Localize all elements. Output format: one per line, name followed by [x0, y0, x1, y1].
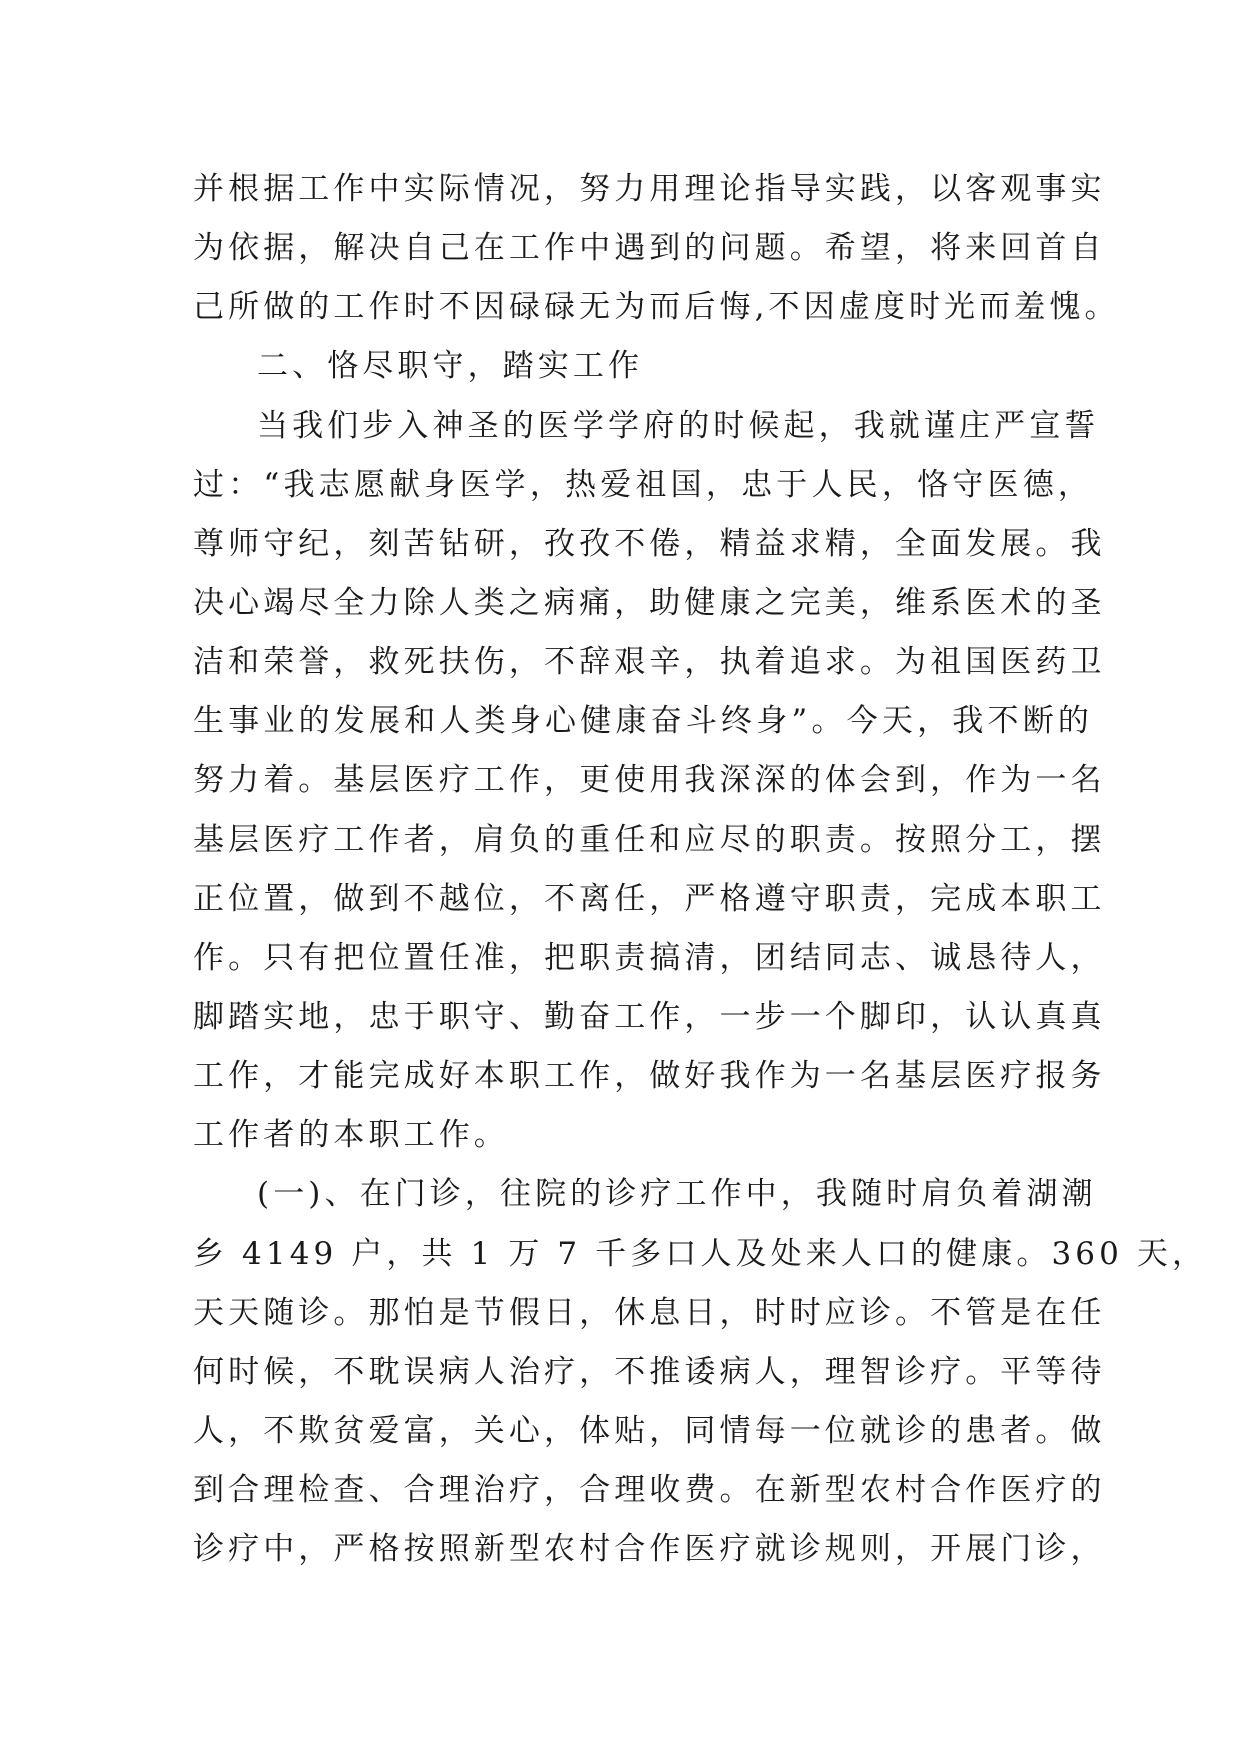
text-line: 努力着。基层医疗工作，更使用我深深的体会到，作为一名 [193, 762, 1106, 799]
text-line: 作。只有把位置任准，把职责搞清，团结同志、诚恳待人， [193, 939, 1106, 976]
text-line: 何时候，不耽误病人治疗，不推诿病人，理智诊疗。平等待 [193, 1353, 1106, 1390]
text-line: 并根据工作中实际情况，努力用理论指导实践，以客观事实 [193, 171, 1106, 207]
paragraph-start-line: (一)、在门诊，往院的诊疗工作中，我随时肩负着湖潮 [257, 1176, 1097, 1213]
text-line: 人，不欺贫爱富，关心，体贴，同情每一位就诊的患者。做 [193, 1412, 1106, 1449]
text-line: 过：“我志愿献身医学，热爱祖国，忠于人民，恪守医德， [193, 466, 1093, 503]
text-line: 己所做的工作时不因碌碌无为而后悔,不因虚度时光而羞愧。 [193, 289, 1120, 326]
text-line: 诊疗中，严格按照新型农村合作医疗就诊规则，开展门诊， [193, 1531, 1106, 1568]
text-line: 天天随诊。那怕是节假日，休息日，时时应诊。不管是在任 [193, 1294, 1106, 1331]
section-heading: 二、恪尽职守，踏实工作 [257, 348, 644, 385]
text-line: 正位置，做到不越位，不离任，严格遵守职责，完成本职工 [193, 880, 1106, 917]
text-line: 基层医疗工作者，肩负的重任和应尽的职责。按照分工，摆 [193, 821, 1106, 858]
text-line: 尊师守纪，刻苦钻研，孜孜不倦，精益求精，全面发展。我 [193, 525, 1106, 562]
body-text [193, 160, 1208, 1579]
text-line: 工作，才能完成好本职工作，做好我作为一名基层医疗报务 [193, 1058, 1106, 1095]
text-line: 为依据，解决自己在工作中遇到的问题。希望，将来回首自 [193, 230, 1106, 267]
text-line: 脚踏实地，忠于职守、勤奋工作，一步一个脚印，认认真真 [193, 998, 1106, 1035]
paragraph-end-line: 工作者的本职工作。 [193, 1117, 509, 1154]
paragraph-start-line: 当我们步入神圣的医学学府的时候起，我就谨庄严宣誓 [257, 407, 1100, 444]
text-line: 乡 4149 户，共 1 万 7 千多口人及处来人口的健康。360 天， [193, 1235, 1208, 1272]
text-line: 到合理检查、合理治疗，合理收费。在新型农村合作医疗的 [193, 1472, 1106, 1509]
text-line: 生事业的发展和人类身心健康奋斗终身”。今天，我不断的 [193, 703, 1093, 740]
text-line: 洁和荣誉，救死扶伤，不辞艰辛，执着追求。为祖国医药卫 [193, 644, 1106, 681]
text-line: 决心竭尽全力除人类之病痛，助健康之完美，维系医术的圣 [193, 584, 1106, 621]
